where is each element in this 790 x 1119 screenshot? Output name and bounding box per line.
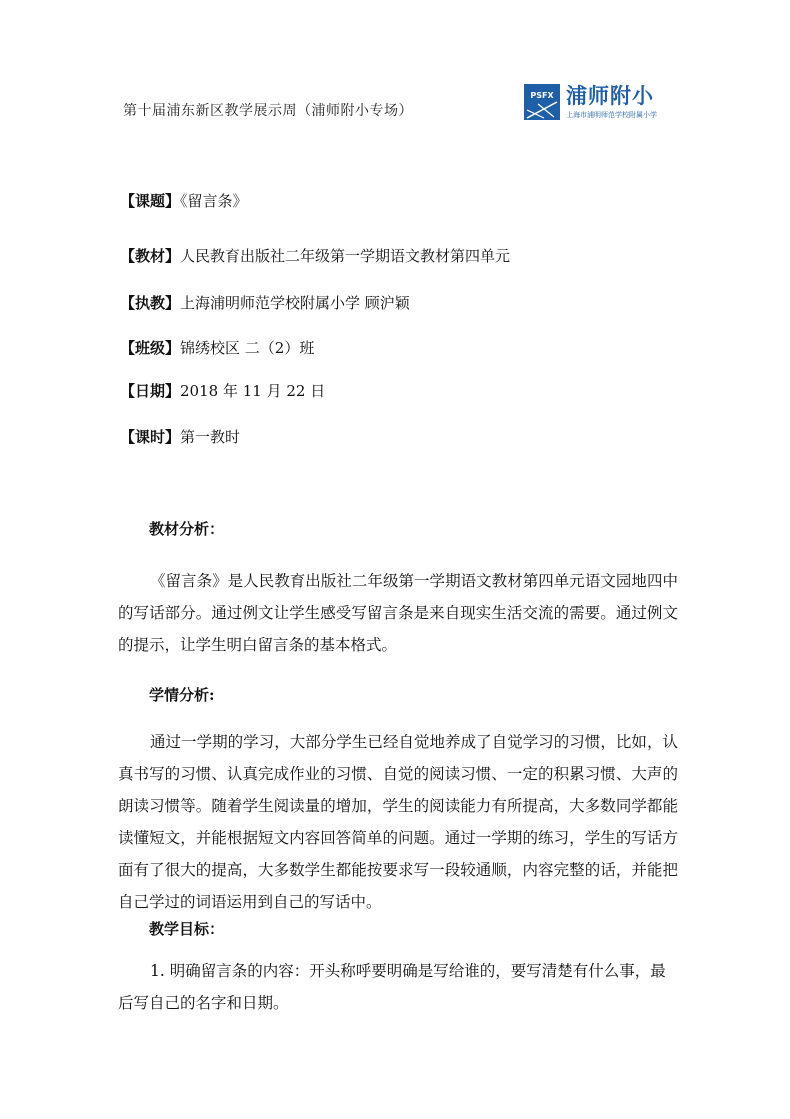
meta-textbook xyxy=(120,245,510,266)
meta-key: 【课题】 xyxy=(120,192,181,210)
meta-class xyxy=(120,337,314,358)
meta-period xyxy=(120,426,240,447)
logo-mark-text: PSFX xyxy=(530,91,554,100)
meta-key: 【课时】 xyxy=(120,428,181,446)
meta-key: 【执教】 xyxy=(120,294,181,312)
paragraph-analysis: 《留言条》是人民教育出版社二年级第一学期语文教材第四单元语文园地四中的写话部分。通过例文让学生感受写留言条是来自现实生活交流的需要。通过例文的提示，让学生明白留言条的基本格式。 xyxy=(118,572,678,654)
meta-key: 【日期】 xyxy=(120,382,181,400)
meta-value: 人民教育出版社二年级第一学期语文教材第四单元 xyxy=(180,247,511,265)
logo-subtitle: 上海市浦明师范学校附属小学 xyxy=(566,111,657,119)
section-title-analysis: 教材分析： xyxy=(149,520,225,538)
paragraph-learner: 通过一学期的学习，大部分学生已经自觉地养成了自觉学习的习惯，比如，认真书写的习惯、认真完成作业的习惯、自觉的阅读习惯、一定的积累习惯、大声的朗读习惯等。随着学生阅读量的增加，学生的阅读能力有所提高，大多数同学都能读懂短文，并能根据短文内容回答简单的问题。通过一学期的练习，学生的写话方面有了很大的提高，大多数学生都能按要求写一段较通顺，内容完整的话，并能把自己学过的词语运用到自己的写话中。 xyxy=(118,733,678,911)
meta-key: 【教材】 xyxy=(120,247,181,265)
goal-item-1: 1. 明确留言条的内容：开头称呼要明确是写给谁的，要写清楚有什么事，最后写自己的名字和日期。 xyxy=(118,962,666,1012)
school-logo xyxy=(524,84,657,120)
logo-mark-icon xyxy=(524,84,560,120)
meta-teacher xyxy=(120,292,410,313)
meta-value: 锦绣校区 二（2）班 xyxy=(180,339,315,357)
meta-date xyxy=(120,380,325,401)
meta-value: 《留言条》 xyxy=(180,192,248,210)
meta-value: 2018 年 11 月 22 日 xyxy=(180,382,326,400)
meta-value: 上海浦明师范学校附属小学 顾沪颖 xyxy=(180,294,410,312)
section-title-learner: 学情分析: xyxy=(149,686,215,704)
meta-key: 【班级】 xyxy=(120,339,181,357)
meta-value: 第一教时 xyxy=(180,428,241,446)
document-header: 第十届浦东新区教学展示周（浦师附小专场） xyxy=(123,103,413,119)
meta-topic xyxy=(120,190,248,211)
logo-name: 浦师附小 xyxy=(566,84,654,108)
section-title-goals: 教学目标： xyxy=(149,920,225,938)
